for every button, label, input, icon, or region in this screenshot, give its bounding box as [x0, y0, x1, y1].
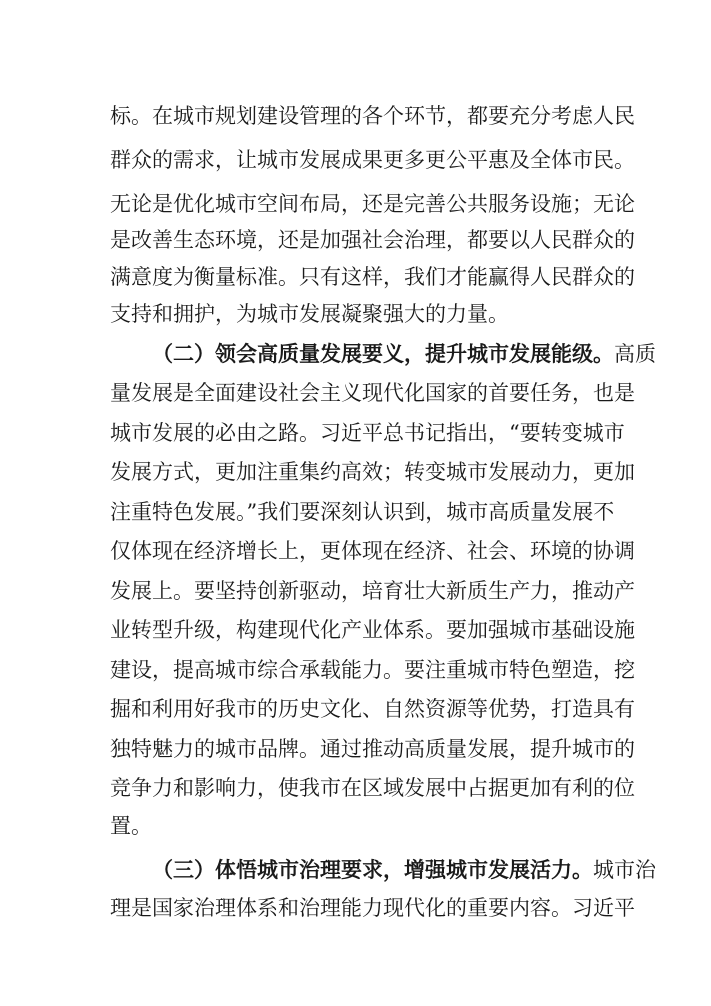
- paragraph-3-first-line-rest: 城市治: [593, 858, 656, 882]
- paragraph-3-first-line: [152, 855, 656, 885]
- paragraph-3-heading: （三）体悟城市治理要求，增强城市发展活力。: [152, 857, 593, 882]
- paragraph-2-line-3: 发展方式，更加注重集约高效；转变城市发展动力，更加: [110, 460, 635, 484]
- paragraph-2-heading: （二）领会高质量发展要义，提升城市发展能级。: [152, 341, 614, 366]
- paragraph-3-line-1: 理是国家治理体系和治理能力现代化的重要内容。习近平: [110, 896, 635, 920]
- paragraph-2-line-8: 建设，提高城市综合承载能力。要注重城市特色塑造，挖: [110, 658, 635, 682]
- paragraph-2-line-5: 仅体现在经济增长上，更体现在经济、社会、环境的协调: [110, 539, 635, 563]
- paragraph-1-line-6: 支持和拥护，为城市发展凝聚强大的力量。: [110, 302, 509, 326]
- paragraph-1-line-1: 标。在城市规划建设管理的各个环节，都要充分考虑人民: [110, 104, 635, 128]
- paragraph-2-line-1: 量发展是全面建设社会主义现代化国家的首要任务，也是: [110, 381, 635, 405]
- paragraph-2-line-9: 掘和利用好我市的历史文化、自然资源等优势，打造具有: [110, 697, 635, 721]
- paragraph-2-line-11: 竞争力和影响力，使我市在区域发展中占据更加有利的位: [110, 776, 635, 800]
- paragraph-2-line-4: 注重特色发展。”我们要深刻认识到，城市高质量发展不: [110, 500, 615, 524]
- paragraph-1-line-5: 满意度为衡量标准。只有这样，我们才能赢得人民群众的: [110, 265, 635, 289]
- paragraph-2-first-line-rest: 高质: [614, 342, 656, 366]
- paragraph-2-line-2: 城市发展的必由之路。习近平总书记指出，“要转变城市: [110, 421, 625, 445]
- paragraph-1-line-2: 群众的需求，让城市发展成果更多更公平惠及全体市民。: [110, 148, 635, 172]
- paragraph-2-line-10: 独特魅力的城市品牌。通过推动高质量发展，提升城市的: [110, 737, 635, 761]
- paragraph-2-first-line: [152, 339, 656, 369]
- paragraph-1-line-4: 是改善生态环境，还是加强社会治理，都要以人民群众的: [110, 228, 635, 252]
- paragraph-1-line-3: 无论是优化城市空间布局，还是完善公共服务设施；无论: [110, 192, 635, 216]
- paragraph-2-line-12: 置。: [110, 814, 152, 838]
- paragraph-2-line-7: 业转型升级，构建现代化产业体系。要加强城市基础设施: [110, 618, 635, 642]
- paragraph-2-line-6: 发展上。要坚持创新驱动，培育壮大新质生产力，推动产: [110, 579, 635, 603]
